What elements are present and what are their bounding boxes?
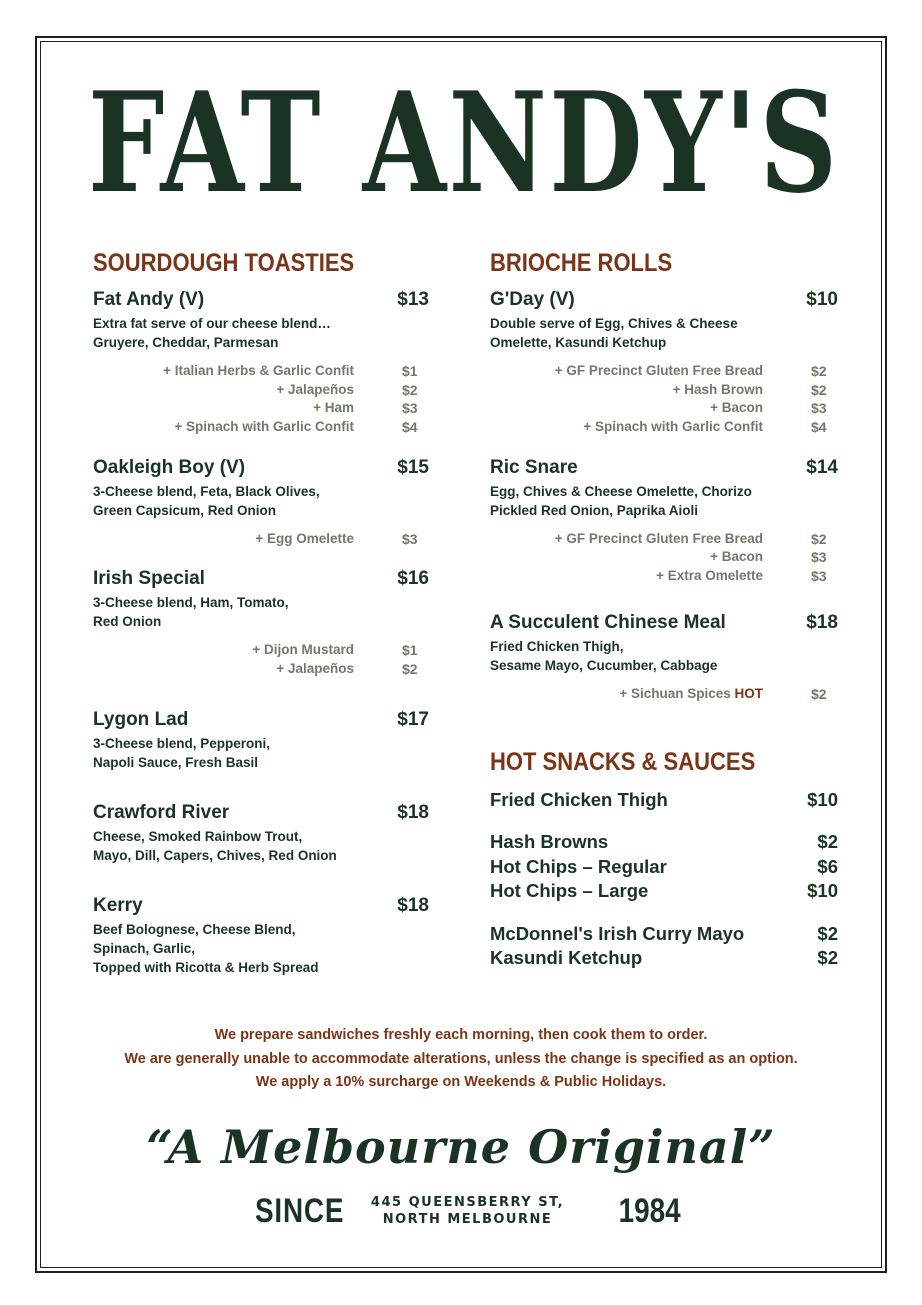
addon-label	[656, 567, 763, 586]
addon-label	[163, 362, 354, 381]
menu-notes	[40, 1024, 882, 1095]
addon-label	[673, 381, 763, 400]
addon-price: $1	[402, 363, 418, 379]
sourdough-toasties-column	[93, 245, 429, 977]
menu-item	[490, 612, 838, 704]
menu-item-description	[490, 482, 838, 520]
menu-item-header	[490, 289, 838, 311]
addon-label	[255, 530, 354, 549]
addon-text: + Spinach with Garlic Confit	[583, 419, 763, 435]
snack-price: $2	[817, 922, 838, 944]
menu-item-header	[93, 709, 429, 731]
addon-row	[93, 399, 429, 418]
snack-price: $2	[817, 947, 838, 968]
description-line: Spinach, Garlic,	[93, 940, 196, 956]
tagline: “A Melbourne Original”	[146, 1120, 776, 1174]
address	[355, 1194, 580, 1228]
snack-name: Kasundi Ketchup	[490, 947, 643, 968]
description-line: Sesame Mayo, Cucumber, Cabbage	[490, 657, 718, 673]
addon-price: $1	[402, 642, 418, 659]
addon-label	[252, 641, 354, 660]
menu-item-price: $13	[397, 289, 429, 310]
addon-label	[276, 381, 354, 400]
description-line: 3-Cheese blend, Feta, Black Olives,	[93, 483, 320, 499]
menu-item-header	[490, 612, 838, 634]
addon-text: + Egg Omelette	[255, 530, 354, 546]
menu-item-header	[93, 289, 429, 311]
addon-label	[710, 399, 763, 418]
addon-list	[93, 362, 429, 437]
addon-row	[490, 567, 838, 586]
description-line: Napoli Sauce, Fresh Basil	[93, 754, 259, 770]
description-line: Red Onion	[93, 614, 162, 630]
menu-item-header	[93, 802, 429, 824]
snack-group	[490, 830, 838, 904]
menu-item-price: $18	[397, 801, 429, 823]
menu-item-name: Crawford River	[93, 801, 230, 823]
snack-group	[490, 788, 838, 813]
snack-row	[490, 879, 838, 904]
addon-row	[490, 530, 838, 549]
addon-text: + Ham	[313, 400, 354, 416]
addon-row	[490, 362, 838, 381]
snack-name: Hot Chips – Regular	[490, 855, 667, 877]
menu-item-header	[93, 568, 429, 590]
menu-item	[93, 568, 429, 678]
menu-item-price: $18	[806, 611, 838, 633]
snack-row	[490, 855, 838, 880]
snack-group	[490, 922, 838, 971]
snack-price: $10	[807, 880, 838, 901]
addon-text: + Bacon	[710, 400, 763, 416]
description-line: Gruyere, Cheddar, Parmesan	[93, 335, 279, 350]
menu-item-description	[93, 734, 429, 772]
menu-item-name: G'Day (V)	[490, 289, 575, 310]
since-year: 1984	[618, 1192, 681, 1230]
addon-price: $4	[402, 419, 418, 436]
description-line: Double serve of Egg, Chives & Cheese	[490, 316, 738, 331]
menu-item-name: Kerry	[93, 894, 143, 916]
addon-price: $2	[811, 363, 827, 379]
menu-item	[93, 457, 429, 549]
addon-label	[555, 362, 763, 381]
hot-badge: HOT	[734, 685, 763, 701]
menu-item-description	[93, 482, 429, 520]
note-line: We prepare sandwiches freshly each morning, then cook them to order.	[214, 1027, 708, 1043]
note-line: We apply a 10% surcharge on Weekends & Public Holidays.	[255, 1074, 667, 1090]
section-heading-toasties: SOURDOUGH TOASTIES	[93, 249, 355, 277]
restaurant-title: FAT ANDY'S	[88, 61, 840, 224]
menu-item-price: $18	[397, 894, 429, 916]
description-line: Topped with Ricotta & Herb Spread	[93, 959, 319, 975]
addon-price: $2	[811, 381, 827, 398]
address-line: 445 QUEENSBERRY ST,	[370, 1195, 565, 1210]
menu-item-price: $15	[397, 456, 429, 478]
menu-item	[93, 289, 429, 437]
addon-row	[93, 530, 429, 549]
snack-row	[490, 788, 838, 813]
menu-item	[93, 802, 429, 865]
menu-item-price: $14	[806, 456, 838, 478]
menu-item-description	[490, 314, 838, 352]
menu-item-description	[93, 314, 429, 352]
addon-price: $2	[811, 685, 827, 702]
snack-price: $2	[817, 831, 838, 852]
address-line: NORTH MELBOURNE	[382, 1212, 553, 1227]
addon-list	[93, 530, 429, 549]
addon-row	[93, 362, 429, 381]
description-line: Extra fat serve of our cheese blend…	[93, 316, 331, 331]
description-line: Pickled Red Onion, Paprika Aioli	[490, 502, 699, 518]
addon-list	[490, 530, 838, 586]
description-line: Green Capsicum, Red Onion	[93, 502, 277, 518]
addon-text: + Sichuan Spices	[619, 685, 731, 701]
menu-item-name: Irish Special	[93, 568, 205, 590]
menu-item-header	[93, 895, 429, 917]
addon-row	[93, 660, 429, 679]
brioche-rolls-column	[490, 245, 838, 971]
footer	[255, 1190, 685, 1234]
addon-text: + Italian Herbs & Garlic Confit	[163, 363, 354, 378]
section-heading-snacks: HOT SNACKS & SAUCES	[490, 747, 756, 776]
menu-item	[490, 289, 838, 437]
description-line: Mayo, Dill, Capers, Chives, Red Onion	[93, 847, 337, 863]
description-line: Egg, Chives & Cheese Omelette, Chorizo	[490, 483, 752, 499]
addon-price: $3	[811, 549, 827, 566]
description-line: Fried Chicken Thigh,	[490, 638, 624, 654]
addon-price: $3	[811, 400, 827, 417]
menu-item	[490, 457, 838, 586]
description-line: 3-Cheese blend, Ham, Tomato,	[93, 595, 289, 611]
addon-price: $2	[402, 381, 418, 398]
description-line: Omelette, Kasundi Ketchup	[490, 335, 667, 350]
addon-label	[174, 418, 354, 437]
addon-row	[490, 399, 838, 418]
addon-list	[93, 641, 429, 678]
menu-item-price: $10	[806, 289, 838, 310]
menu-item-price: $17	[397, 708, 429, 730]
addon-row	[93, 418, 429, 437]
menu-item-name: Ric Snare	[490, 456, 578, 478]
since-label: SINCE	[255, 1192, 345, 1230]
menu-item-description	[93, 827, 429, 865]
snack-price: $6	[817, 855, 838, 877]
addon-price: $3	[402, 400, 418, 417]
menu-item-header	[93, 457, 429, 479]
menu-item-name: Oakleigh Boy (V)	[93, 456, 246, 478]
snack-name: McDonnel's Irish Curry Mayo	[490, 922, 745, 944]
description-line: 3-Cheese blend, Pepperoni,	[93, 735, 271, 751]
addon-row	[490, 381, 838, 400]
addon-text: + Dijon Mustard	[252, 642, 354, 658]
menu-item-name: A Succulent Chinese Meal	[490, 611, 726, 633]
description-line: Cheese, Smoked Rainbow Trout,	[93, 828, 303, 844]
addon-price: $2	[811, 530, 827, 547]
addon-text: + Jalapeños	[276, 661, 354, 677]
addon-text: + GF Precinct Gluten Free Bread	[554, 363, 763, 378]
addon-price: $3	[402, 530, 418, 547]
addon-text: + Bacon	[710, 549, 763, 565]
menu-item-header	[490, 457, 838, 479]
snack-name: Fried Chicken Thigh	[490, 788, 668, 810]
snack-row	[490, 946, 838, 971]
addon-price: $2	[402, 661, 418, 678]
addon-label	[583, 418, 763, 437]
addon-row	[93, 641, 429, 660]
addon-row	[490, 548, 838, 567]
description-line: Beef Bolognese, Cheese Blend,	[93, 921, 296, 937]
addon-text: + Jalapeños	[276, 381, 354, 397]
snack-row	[490, 922, 838, 947]
addon-row	[490, 418, 838, 437]
addon-label	[555, 530, 763, 549]
menu-item-name: Fat Andy (V)	[93, 289, 205, 310]
menu-item-description	[93, 920, 429, 977]
menu-item-description	[490, 637, 838, 675]
menu-item	[93, 709, 429, 772]
addon-label	[710, 548, 763, 567]
addon-row	[490, 685, 838, 704]
menu-item-price: $16	[397, 568, 429, 590]
snack-price: $10	[807, 788, 838, 810]
addon-text: + Hash Brown	[672, 381, 763, 397]
addon-list	[490, 362, 838, 437]
menu-item-description	[93, 593, 429, 631]
addon-text: + Spinach with Garlic Confit	[174, 419, 354, 435]
menu-item-name: Lygon Lad	[93, 708, 189, 730]
addon-price: $3	[811, 568, 827, 585]
snack-name: Hot Chips – Large	[490, 880, 649, 901]
addon-text: + Extra Omelette	[656, 568, 763, 584]
snack-row	[490, 830, 838, 855]
snack-name: Hash Browns	[490, 831, 609, 852]
section-heading-brioche: BRIOCHE ROLLS	[490, 249, 673, 277]
addon-price: $4	[811, 419, 827, 436]
addon-row	[93, 381, 429, 400]
note-line: We are generally unable to accommodate alterations, unless the change is specified as an option.	[124, 1050, 798, 1067]
menu-item	[93, 895, 429, 977]
addon-list	[490, 685, 838, 704]
addon-label	[619, 685, 763, 704]
addon-label	[313, 399, 354, 418]
addon-text: + GF Precinct Gluten Free Bread	[554, 530, 763, 546]
addon-label	[276, 660, 354, 679]
